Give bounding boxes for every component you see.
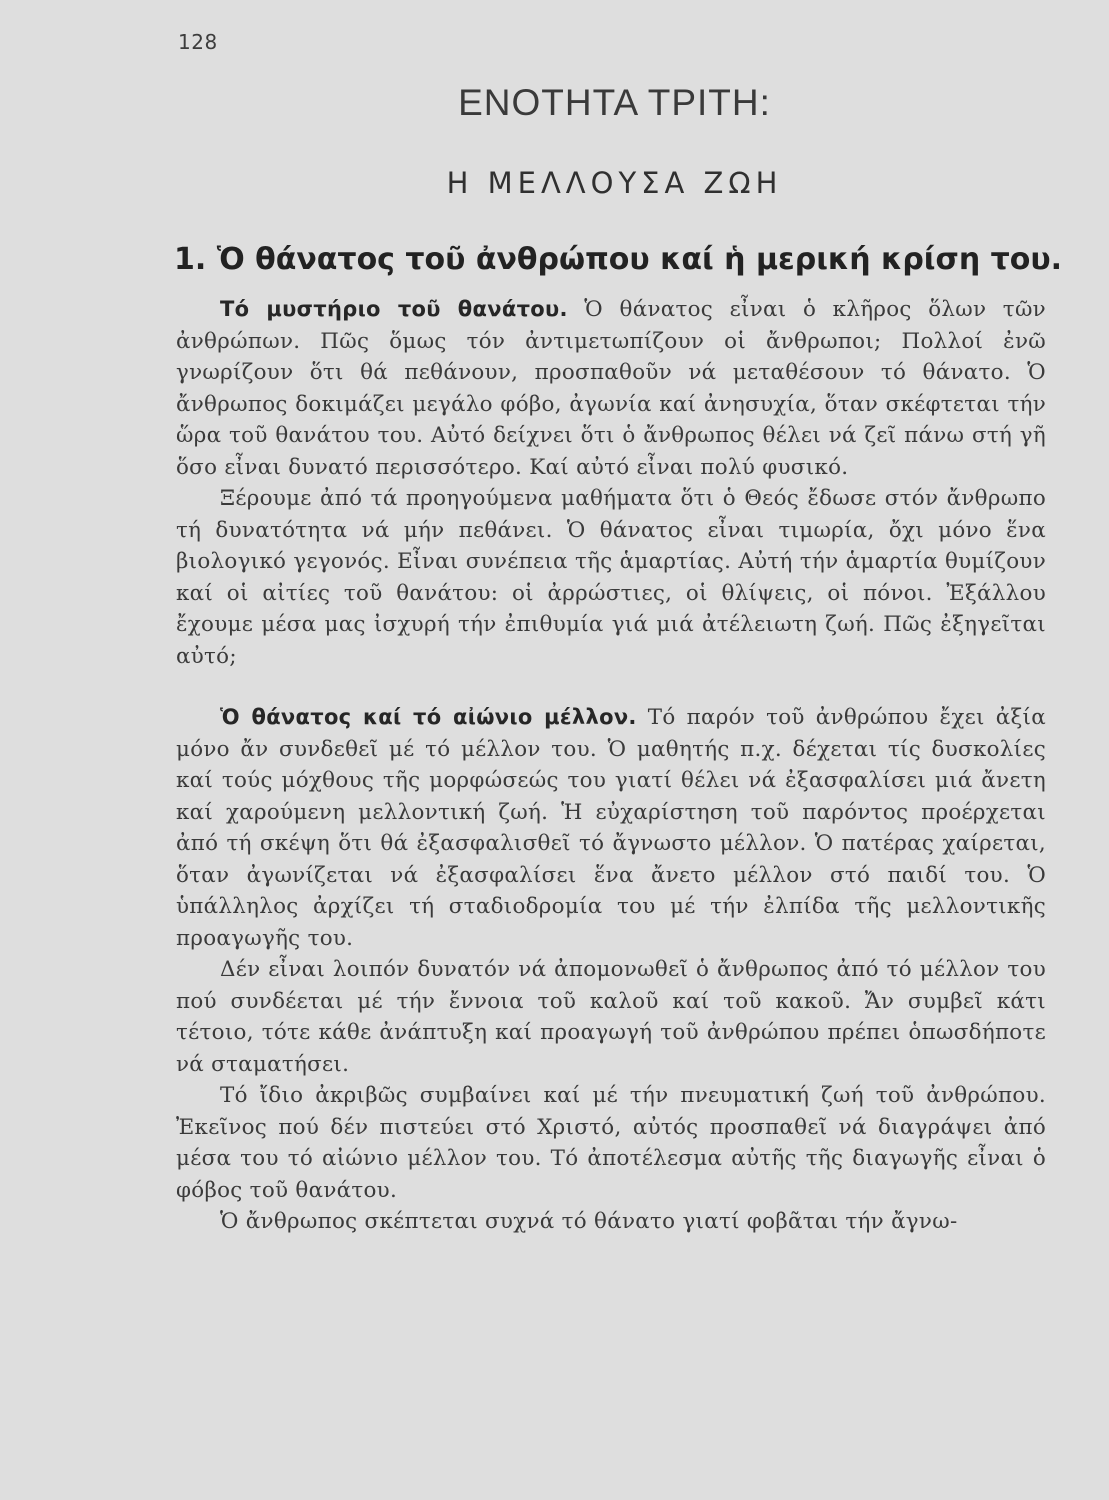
page-number: 128 (178, 30, 218, 54)
paragraph-text: Τό παρόν τοῦ ἀνθρώπου ἔχει ἀξία μόνο ἄν συνδεθεῖ μέ τό μέλλον του. Ὁ μαθητής π.χ. δέχεται τίς δυσκολίες καί τούς μόχθους τῆς μορφώσεώς του γιατί θέλει νά ἐξασφαλίσει μιά ἄνετη καί χαρούμενη μελλοντική ζωή. Ἡ εὐχαρίστηση τοῦ παρόντος προέρχεται ἀπό τή σκέψη ὅτι θά ἐξασφαλισθεῖ τό ἄγνωστο μέλλον. Ὁ πατέρας χαίρεται, ὅταν ἀγωνίζεται νά ἐξασφαλίσει ἕνα ἄνετο μέλλον στό παιδί του. Ὁ ὑπάλληλος ἀρχίζει τή σταδιοδρομία του μέ τήν ἐλπίδα τῆς μελλοντικῆς προαγωγῆς του. (176, 705, 1046, 951)
paragraph-fear-of-unknown (176, 1206, 1046, 1238)
paragraph-lead-heading: Τό μυστήριο τοῦ θανάτου. (220, 297, 568, 321)
paragraph-future-good-evil (176, 954, 1046, 1080)
section-subtitle: Η ΜΕΛΛΟΥΣΑ ΖΩΗ (446, 166, 783, 200)
paragraph-death-and-eternal-future (176, 702, 1046, 954)
paragraph-text: Ὁ ἄνθρωπος σκέπτεται συχνά τό θάνατο γιατί φοβᾶται τήν ἄγνω- (220, 1209, 958, 1234)
chapter-heading: 1. Ὁ θάνατος τοῦ ἀνθρώπου καί ἡ μερική κρίση του. (174, 242, 1063, 277)
paragraph-mystery-of-death (176, 294, 1046, 483)
paragraph-lead-heading: Ὁ θάνατος καί τό αἰώνιο μέλλον. (220, 705, 637, 729)
paragraph-text: Δέν εἶναι λοιπόν δυνατόν νά ἀπομονωθεῖ ὁ ἄνθρωπος ἀπό τό μέλλον του πού συνδέεται μέ τήν ἔννοια τοῦ καλοῦ καί τοῦ κακοῦ. Ἄν συμβεῖ κάτι τέτοιο, τότε κάθε ἀνάπτυξη καί προαγωγή τοῦ ἀνθρώπου πρέπει ὁπωσδήποτε νά σταματήσει. (176, 957, 1046, 1077)
paragraph-spiritual-life (176, 1080, 1046, 1206)
paragraph-text: Τό ἴδιο ἀκριβῶς συμβαίνει καί μέ τήν πνευματική ζωή τοῦ ἀνθρώπου. Ἐκεῖνος πού δέν πιστεύει στό Χριστό, αὐτός προσπαθεῖ νά διαγράψει ἀπό μέσα του τό αἰώνιο μέλλον του. Τό ἀποτέλεσμα αὐτῆς τῆς διαγωγῆς εἶναι ὁ φόβος τοῦ θανάτου. (176, 1083, 1046, 1203)
paragraph-text: Ὁ θάνατος εἶναι ὁ κλῆρος ὅλων τῶν ἀνθρώπων. Πῶς ὅμως τόν ἀντιμετωπίζουν οἱ ἄνθρωποι; Πολλοί ἐνῶ γνωρίζουν ὅτι θά πεθάνουν, προσπαθοῦν νά μεταθέσουν τό θάνατο. Ὁ ἄνθρωπος δοκιμάζει μεγάλο φόβο, ἀγωνία καί ἀνησυχία, ὅταν σκέφτεται τήν ὥρα τοῦ θανάτου του. Αὐτό δείχνει ὅτι ὁ ἄνθρωπος θέλει νά ζεῖ πάνω στή γῆ ὅσο εἶναι δυνατό περισσότερο. Καί αὐτό εἶναι πολύ φυσικό. (176, 297, 1046, 480)
section-title: ΕΝΟΤΗΤΑ ΤΡΙΤΗ: (458, 82, 771, 123)
paragraph-sin-and-death (176, 483, 1046, 672)
paragraph-text: Ξέρουμε ἀπό τά προηγούμενα μαθήματα ὅτι ὁ Θεός ἔδωσε στόν ἄνθρωπο τή δυνατότητα νά μήν πεθάνει. Ὁ θάνατος εἶναι τιμωρία, ὄχι μόνο ἕνα βιολογικό γεγονός. Εἶναι συνέπεια τῆς ἁμαρτίας. Αὐτή τήν ἁμαρτία θυμίζουν καί οἱ αἰτίες τοῦ θανάτου: οἱ ἀρρώστιες, οἱ θλίψεις, οἱ πόνοι. Ἐξάλλου ἔχουμε μέσα μας ἰσχυρή τήν ἐπιθυμία γιά μιά ἀτέλειωτη ζωή. Πῶς ἐξηγεῖται αὐτό; (176, 486, 1046, 669)
body-text (176, 294, 1046, 1238)
